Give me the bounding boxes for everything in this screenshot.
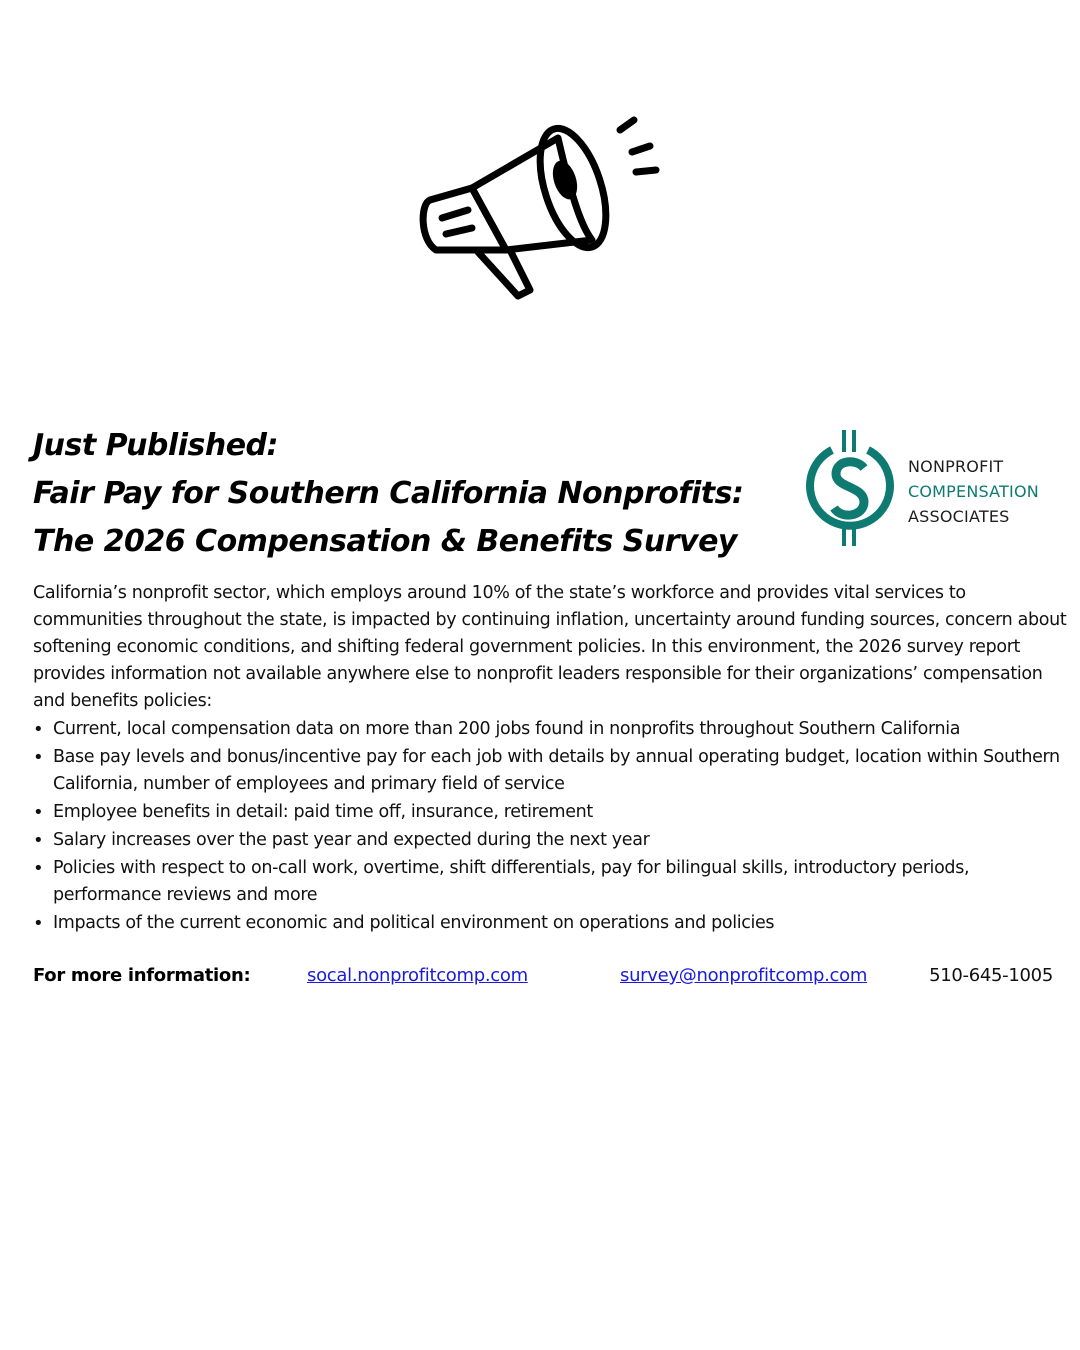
list-item: • Impacts of the current economic and political environment on operations and policies: [33, 910, 1073, 937]
email-link[interactable]: survey@nonprofitcomp.com: [620, 965, 868, 986]
logo-text-line-3: ASSOCIATES: [908, 507, 1010, 526]
contact-row: [33, 962, 1063, 992]
body-copy: [33, 580, 1073, 937]
headline: [33, 422, 793, 566]
headline-line-2: Fair Pay for Southern California Nonprofits:: [33, 476, 744, 511]
phone-number: 510-645-1005: [929, 965, 1053, 986]
megaphone-icon: [410, 100, 670, 315]
list-item: • Policies with respect to on-call work, overtime, shift differentials, pay for bilingual skills, introductory periods, performance reviews and more: [33, 855, 1073, 909]
list-item: • Salary increases over the past year and expected during the next year: [33, 827, 1073, 854]
feature-list: [33, 716, 1073, 937]
list-item: • Base pay levels and bonus/incentive pay for each job with details by annual operating budget, location within Southern California, number of employees and primary field of service: [33, 744, 1073, 798]
headline-line-3: The 2026 Compensation & Benefits Survey: [33, 524, 737, 559]
headline-line-1: Just Published:: [33, 428, 279, 463]
intro-paragraph: California’s nonprofit sector, which employs around 10% of the state’s workforce and provides vital services to communities throughout the state, is impacted by continuing inflation, uncertainty around funding sources, concern about softening economic conditions, and shifting federal government policies. In this environment, the 2026 survey report provides information not available anywhere else to nonprofit leaders responsible for their organizations’ compensation and benefits policies:: [33, 583, 1067, 711]
dollar-logo-icon: [800, 428, 900, 548]
logo-text-line-1: NONPROFIT: [908, 457, 1004, 476]
contact-label: For more information:: [33, 965, 251, 986]
website-link[interactable]: socal.nonprofitcomp.com: [307, 965, 528, 986]
list-item: • Current, local compensation data on more than 200 jobs found in nonprofits throughout Southern California: [33, 716, 1073, 743]
logo-wordmark: [908, 454, 1039, 529]
list-item: • Employee benefits in detail: paid time off, insurance, retirement: [33, 799, 1073, 826]
company-logo: [800, 428, 1060, 548]
logo-text-line-2: COMPENSATION: [908, 482, 1039, 501]
